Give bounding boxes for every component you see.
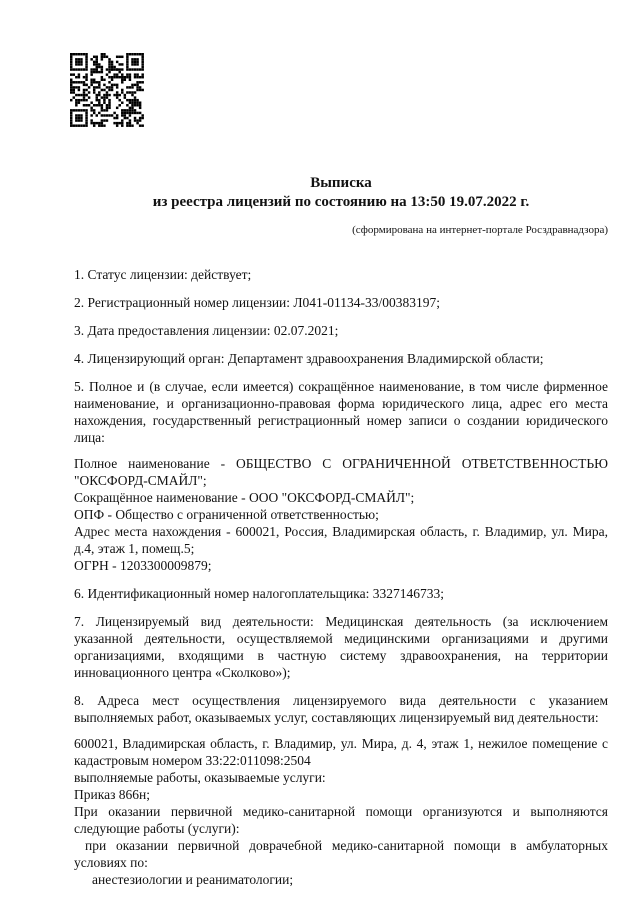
- document-paragraph: ОПФ - Общество с ограниченной ответственностью;: [74, 507, 379, 522]
- document-paragraph: при оказании первичной доврачебной медико-санитарной помощи в амбулаторных условиях по:: [74, 838, 608, 870]
- document-paragraph: 600021, Владимирская область, г. Владимир, ул. Мира, д. 4, этаж 1, нежилое помещение с кадастровым номером 33:22:011098:2504: [74, 736, 608, 768]
- document-paragraph: Приказ 866н;: [74, 787, 151, 802]
- document-paragraph: 3. Дата предоставления лицензии: 02.07.2021;: [74, 323, 339, 338]
- document-paragraph: анестезиологии и реаниматологии;: [92, 872, 294, 887]
- document-paragraph: 1. Статус лицензии: действует;: [74, 267, 252, 282]
- document-paragraph: 2. Регистрационный номер лицензии: Л041-01134-33/00383197;: [74, 295, 441, 310]
- document-paragraph: 7. Лицензируемый вид деятельности: Медицинская деятельность (за исключением указанной деятельности, осуществляемой медицинскими организациями и другими организациями, входящими в частную систему здравоохранения, на территории инновационного центра «Сколково»);: [74, 614, 608, 680]
- document-paragraph: выполняемые работы, оказываемые услуги:: [74, 770, 326, 785]
- document-paragraph: При оказании первичной медико-санитарной помощи организуются и выполняются следующие работы (услуги):: [74, 804, 608, 836]
- document-paragraph: 5. Полное и (в случае, если имеется) сокращённое наименование, в том числе фирменное наименование, и организационно-правовая форма юридического лица, адрес его места нахождения, государственный регистрационный номер записи о создании юридического лица:: [74, 379, 608, 445]
- qr-code: [70, 53, 144, 127]
- document-paragraph: 8. Адреса мест осуществления лицензируемого вида деятельности с указанием выполняемых работ, оказываемых услуг, составляющих лицензируемый вид деятельности:: [74, 693, 608, 725]
- document-paragraph: Сокращённое наименование - ООО "ОКСФОРД-СМАЙЛ";: [74, 490, 415, 505]
- title-line-1: Выписка: [310, 175, 372, 191]
- document-paragraph: 6. Идентификационный номер налогоплательщика: 3327146733;: [74, 586, 444, 601]
- document-title: [74, 174, 608, 212]
- title-line-2: из реестра лицензий по состоянию на 13:50 19.07.2022 г.: [152, 194, 530, 210]
- document-paragraph: Полное наименование - ОБЩЕСТВО С ОГРАНИЧЕННОЙ ОТВЕТСТВЕННОСТЬЮ "ОКСФОРД-СМАЙЛ";: [74, 456, 608, 488]
- document-paragraph: 4. Лицензирующий орган: Департамент здравоохранения Владимирской области;: [74, 351, 544, 366]
- document-paragraph: Адрес места нахождения - 600021, Россия, Владимирская область, г. Владимир, ул. Мира, д.4, этаж 1, помещ.5;: [74, 524, 608, 556]
- document-subtitle: (сформирована на интернет-портале Росздравнадзора): [352, 224, 608, 236]
- document-paragraph: ОГРН - 1203300009879;: [74, 558, 212, 573]
- document-body: [74, 266, 608, 888]
